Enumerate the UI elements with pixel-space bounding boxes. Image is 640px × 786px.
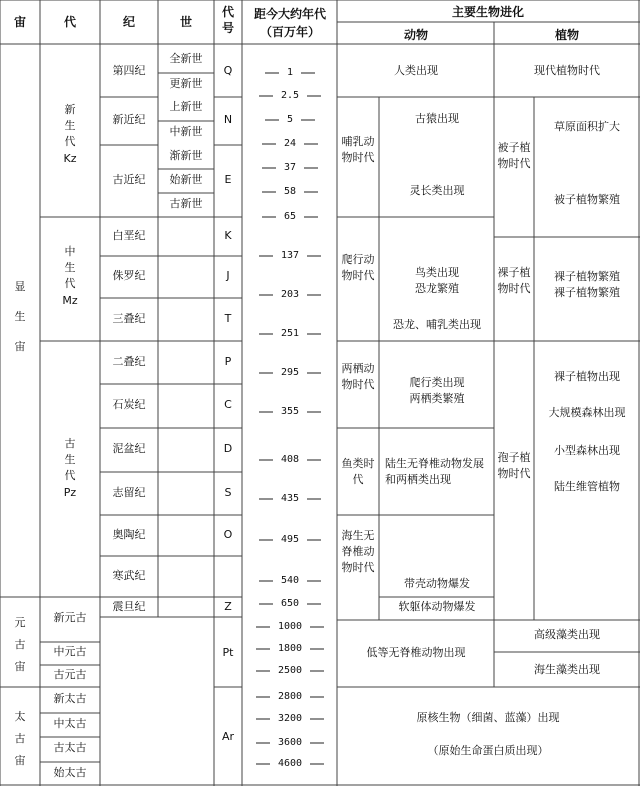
code-t: T <box>224 312 232 325</box>
age-label: 58 <box>283 186 297 197</box>
period-triassic: 三叠纪 <box>112 312 146 325</box>
age-label: 203 <box>280 289 300 300</box>
plant-large-forest: 大规模森林出现 <box>548 406 626 419</box>
code-n: N <box>223 113 233 126</box>
plant-modern: 现代植物时代 <box>534 64 600 77</box>
era-cenozoic: 新生代 <box>64 103 76 148</box>
age-label: 1000 <box>277 621 303 632</box>
age-label: 1 <box>286 67 294 78</box>
code-ar: Ar <box>221 730 235 743</box>
epoch-eocene: 始新世 <box>169 173 203 186</box>
code-j: J <box>226 269 230 282</box>
era-mesoarchean: 中太古 <box>53 717 87 730</box>
age-label: 355 <box>280 406 300 417</box>
eon-archean: 太古宙 <box>14 710 26 767</box>
animal-fish-age: 鱼类时代 <box>341 457 375 486</box>
eon-phanerozoic: 显生宙 <box>14 280 26 353</box>
animal-ape: 古猿出现 <box>415 112 459 125</box>
code-e: E <box>224 173 232 186</box>
code-d: D <box>223 442 233 455</box>
age-label: 1800 <box>277 643 303 654</box>
code-s: S <box>224 486 232 499</box>
era-mesoproterozoic: 中元古 <box>53 645 87 658</box>
plant-marine-algae: 海生藻类出现 <box>534 663 600 676</box>
period-permian: 二叠纪 <box>112 355 146 368</box>
animal-shell-boom: 带壳动物爆发 <box>404 577 470 590</box>
header-animals: 动物 <box>403 28 429 42</box>
era-cenozoic-code: Kz <box>63 152 77 165</box>
animal-reptile-age: 爬行动物时代 <box>341 253 375 282</box>
age-label: 408 <box>280 454 300 465</box>
era-paleoproterozoic: 古元古 <box>53 668 87 681</box>
plant-small-forest: 小型森林出现 <box>554 444 620 457</box>
age-label: 4600 <box>277 758 303 769</box>
plant-gymnosperm-appear: 裸子植物出现 <box>554 370 620 383</box>
animal-bird: 鸟类出现 <box>415 266 459 279</box>
animal-dinosaur: 恐龙繁殖 <box>415 282 459 295</box>
period-neogene: 新近纪 <box>112 113 146 126</box>
age-label: 3600 <box>277 737 303 748</box>
code-c: C <box>224 398 232 411</box>
header-period: 纪 <box>122 15 136 29</box>
header-epoch: 世 <box>179 15 193 29</box>
header-age-unit: （百万年） <box>259 25 321 39</box>
era-mesozoic: 中生代 <box>64 245 76 290</box>
period-jurassic: 侏罗纪 <box>112 269 146 282</box>
age-label: 3200 <box>277 713 303 724</box>
header-eon: 宙 <box>13 15 27 29</box>
age-label: 65 <box>283 211 297 222</box>
plant-angiosperm-age: 被子植物时代 <box>497 141 531 170</box>
period-carboniferous: 石炭纪 <box>112 398 146 411</box>
animal-land-invert: 陆生无脊椎动物发展和两栖类出现 <box>385 457 484 486</box>
plant-gymnosperm-thrive: 裸子植物繁殖 <box>554 270 620 283</box>
eon-proterozoic: 元古宙 <box>14 616 26 673</box>
era-paleoarchean: 古太古 <box>53 741 87 754</box>
animal-mammal-age: 哺乳动物时代 <box>341 135 375 164</box>
age-label: 2800 <box>277 691 303 702</box>
epoch-pliocene: 上新世 <box>169 100 203 113</box>
age-label: 650 <box>280 598 300 609</box>
age-label: 24 <box>283 138 297 149</box>
animal-prokaryote: 原核生物（细菌、蓝藻）出现 <box>416 711 560 724</box>
header-era: 代 <box>63 15 77 29</box>
age-label: 37 <box>283 162 297 173</box>
animal-marine-invert-age: 海生无脊椎动物时代 <box>341 529 375 574</box>
age-label: 540 <box>280 575 300 586</box>
plant-angiosperm-thrive: 被子植物繁殖 <box>554 193 620 206</box>
header-evolution: 主要生物进化 <box>451 5 525 19</box>
age-label: 2500 <box>277 665 303 676</box>
code-o: O <box>223 528 233 541</box>
age-label: 137 <box>280 250 300 261</box>
period-paleogene: 古近纪 <box>112 173 146 186</box>
age-label: 495 <box>280 534 300 545</box>
code-pt: Pt <box>222 646 234 659</box>
era-neoproterozoic: 新元古 <box>53 611 87 624</box>
era-neoarchean: 新太古 <box>53 692 87 705</box>
animal-amphibian-age: 两栖动物时代 <box>341 362 375 391</box>
animal-low-invert: 低等无脊椎动物出现 <box>366 646 466 659</box>
plant-vascular: 陆生维管植物 <box>554 480 620 493</box>
code-k: K <box>224 229 232 242</box>
era-paleozoic-code: Pz <box>63 486 77 499</box>
age-label: 2.5 <box>280 90 300 101</box>
period-quaternary: 第四纪 <box>112 64 146 77</box>
code-z: Z <box>224 600 232 613</box>
header-age: 距今大约年代 <box>253 7 327 21</box>
age-label: 435 <box>280 493 300 504</box>
animal-protein: （原始生命蛋白质出现） <box>427 744 549 757</box>
plant-pteridophyte-age: 孢子植物时代 <box>497 451 531 480</box>
plant-gymnosperm-age: 裸子植物时代 <box>497 266 531 295</box>
plant-higher-algae: 高级藻类出现 <box>534 628 600 641</box>
animal-mollusk-boom: 软躯体动物爆发 <box>398 600 476 613</box>
header-plants: 植物 <box>554 28 580 42</box>
epoch-oligocene: 渐新世 <box>169 149 203 162</box>
age-label: 251 <box>280 328 300 339</box>
epoch-paleocene: 古新世 <box>169 197 203 210</box>
animal-amphibian-thrive: 两栖类繁殖 <box>409 392 465 405</box>
age-label: 5 <box>286 114 294 125</box>
animal-human: 人类出现 <box>394 64 438 77</box>
period-sinian: 震旦纪 <box>112 600 146 613</box>
animal-reptile-appear: 爬行类出现 <box>409 376 465 389</box>
epoch-holocene: 全新世 <box>169 52 203 65</box>
period-ordovician: 奥陶纪 <box>112 528 146 541</box>
plant-grassland: 草原面积扩大 <box>554 120 620 133</box>
header-code: 代号 <box>221 5 234 36</box>
epoch-miocene: 中新世 <box>169 125 203 138</box>
period-silurian: 志留纪 <box>112 486 146 499</box>
animal-dino-mammal: 恐龙、哺乳类出现 <box>393 318 481 331</box>
period-cretaceous: 白垩纪 <box>112 229 146 242</box>
period-cambrian: 寒武纪 <box>112 569 146 582</box>
age-label: 295 <box>280 367 300 378</box>
period-devonian: 泥盆纪 <box>112 442 146 455</box>
code-p: P <box>224 355 232 368</box>
plant-gymnosperm-thrive-2: 裸子植物繁殖 <box>554 286 620 299</box>
era-mesozoic-code: Mz <box>62 294 78 307</box>
epoch-pleistocene: 更新世 <box>169 77 203 90</box>
era-eoarchean: 始太古 <box>53 766 87 779</box>
animal-primate: 灵长类出现 <box>409 184 465 197</box>
era-paleozoic: 古生代 <box>64 437 76 482</box>
code-q: Q <box>223 64 233 77</box>
